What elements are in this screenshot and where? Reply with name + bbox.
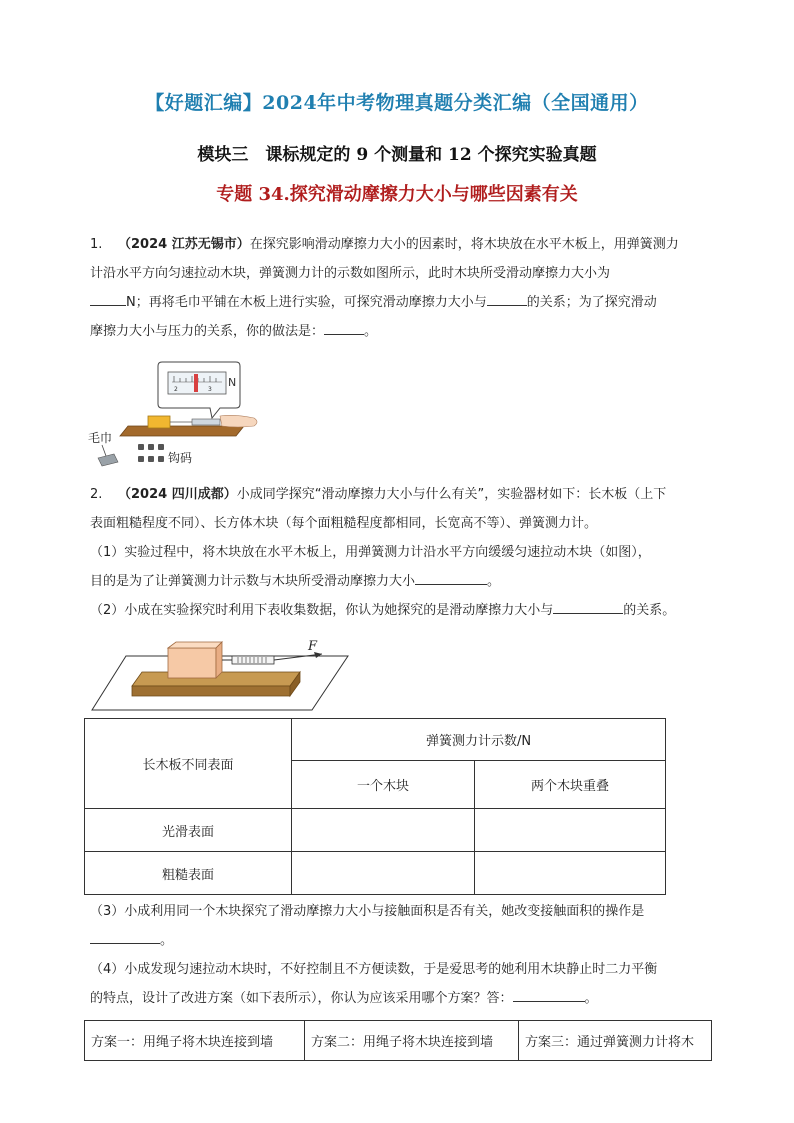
q2-number: 2. <box>90 487 103 502</box>
force-label: F <box>308 639 318 654</box>
table-col-group-header: 弹簧测力计示数/N <box>292 719 666 761</box>
q2-blank-2[interactable] <box>553 599 623 614</box>
q2-part1-line1: （1）实验过程中，将木块放在水平木板上，用弹簧测力计沿水平方向缓缓匀速拉动木块（如图）， <box>90 545 651 560</box>
q1-figure <box>88 360 268 472</box>
q2-part3-line2 <box>90 926 712 955</box>
q1-line-3 <box>90 288 712 317</box>
module-title: 模块三 课标规定的 9 个测量和 12 个探究实验真题 <box>197 145 597 165</box>
table-row-label: 光滑表面 <box>85 809 292 852</box>
table-row-header: 长木板不同表面 <box>85 719 292 809</box>
q1-text-3a: N；再将毛巾平铺在木板上进行实验，可探究滑动摩擦力大小与 <box>126 295 487 310</box>
q2-data-table <box>84 718 666 895</box>
plan-2: 方案二：用绳子将木块连接到墙 <box>305 1021 519 1061</box>
towel-label: 毛巾 <box>88 431 113 445</box>
weights-icon <box>138 444 164 462</box>
q2-line-2: 表面粗糙程度不同）、长方体木块（每个面粗糙程度都相同，长宽高不等）、弹簧测力计。 <box>90 516 598 531</box>
q2-part2-text-a: （2）小成在实验探究时利用下表收集数据，你认为她探究的是滑动摩擦力大小与 <box>90 603 554 618</box>
plan-3: 方案三：通过弹簧测力计将木 <box>519 1021 712 1061</box>
weights-label: 钩码 <box>168 451 193 465</box>
q1-blank-2[interactable] <box>487 291 527 306</box>
q1-text-4b: 。 <box>364 324 378 339</box>
table-cell[interactable] <box>475 809 666 852</box>
hand-icon <box>220 415 257 427</box>
table-row-label: 粗糙表面 <box>85 852 292 895</box>
towel-icon <box>98 454 118 466</box>
q2-part4-line1: （4）小成发现匀速拉动木块时，不好控制且不方便读数，于是爱思考的她利用木块静止时二力平衡 <box>90 962 658 977</box>
rectangular-block <box>168 648 216 678</box>
plan-1: 方案一：用绳子将木块连接到墙 <box>85 1021 305 1061</box>
long-board-front <box>132 686 290 696</box>
table-row <box>85 809 666 852</box>
topic-title: 专题 34.探究滑动摩擦力大小与哪些因素有关 <box>216 184 578 205</box>
q1-blank-1[interactable] <box>90 291 126 306</box>
wooden-board <box>120 426 244 436</box>
block-side <box>216 642 222 678</box>
scale-pointer <box>194 374 198 392</box>
q2-part2-text-b: 的关系。 <box>623 603 676 618</box>
q2-part1-line2 <box>90 567 712 596</box>
document-header-title: 【好题汇编】2024年中考物理真题分类汇编（全国通用） <box>145 92 649 114</box>
table-cell[interactable] <box>292 852 475 895</box>
table-cell[interactable] <box>475 852 666 895</box>
q1-line-2: 计沿水平方向匀速拉动木块，弹簧测力计的示数如图所示，此时木块所受滑动摩擦力大小为 <box>90 266 611 281</box>
q1-text-3b: 的关系；为了探究滑动 <box>526 295 657 310</box>
q2-blank-1[interactable] <box>415 570 487 585</box>
block-top <box>168 642 222 648</box>
wooden-block <box>148 416 170 428</box>
q2-part3-text-b: 。 <box>160 933 174 948</box>
q1-number: 1. <box>90 237 103 252</box>
q1-text-4a: 摩擦力大小与压力的关系，你的做法是： <box>90 324 325 339</box>
q2-part4-text-a: 的特点，设计了改进方案（如下表所示），你认为应该采用哪个方案？答： <box>90 991 513 1006</box>
q2-part4-text-b: 。 <box>584 991 598 1006</box>
q2-plans-table <box>84 1020 712 1061</box>
question-1 <box>90 230 712 346</box>
q2-part3-line1: （3）小成利用同一个木块探究了滑动摩擦力大小与接触面积是否有关，她改变接触面积的操作是 <box>90 904 645 919</box>
q1-text-1: 在探究影响滑动摩擦力大小的因素时，将木块放在水平木板上，用弹簧测力 <box>249 237 679 252</box>
scale-tick-label-3: 3 <box>208 386 212 393</box>
table-row <box>85 852 666 895</box>
q2-blank-4[interactable] <box>513 987 585 1002</box>
q1-source: （2024 江苏无锡市） <box>118 237 250 252</box>
scale-unit-label: N <box>228 376 237 389</box>
scale-tick-label-2: 2 <box>174 386 178 393</box>
q1-line-1 <box>90 230 712 259</box>
table-cell[interactable] <box>292 809 475 852</box>
q2-blank-3[interactable] <box>90 929 160 944</box>
q2-part4-line2 <box>90 984 712 1013</box>
q2-part1-text-b: 。 <box>487 574 501 589</box>
q2-figure <box>90 634 350 714</box>
q2-source: （2024 四川成都） <box>118 487 237 502</box>
q2-line-1 <box>90 480 712 509</box>
question-2-intro <box>90 480 712 625</box>
q1-line-4 <box>90 317 712 346</box>
table-col-one-block: 一个木块 <box>292 761 475 809</box>
spring-scale <box>192 419 220 425</box>
q1-blank-3[interactable] <box>324 320 364 335</box>
q2-part2-line <box>90 596 712 625</box>
question-2-parts-3-4 <box>90 897 712 1013</box>
towel-pointer-line <box>102 445 106 456</box>
q2-part1-text-a: 目的是为了让弹簧测力计示数与木块所受滑动摩擦力大小 <box>90 574 416 589</box>
q2-intro-1: 小成同学探究“滑动摩擦力大小与什么有关”，实验器材如下：长木板（上下 <box>236 487 667 502</box>
table-col-two-blocks: 两个木块重叠 <box>475 761 666 809</box>
